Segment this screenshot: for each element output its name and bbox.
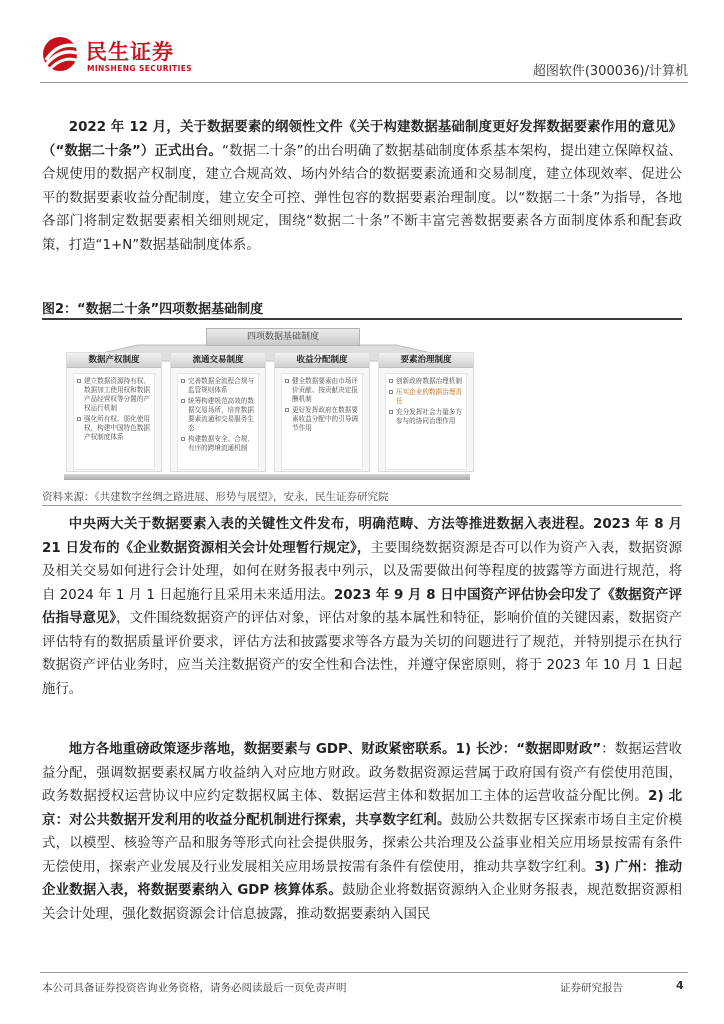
bullet-icon bbox=[389, 410, 393, 414]
paragraph-body: ，文件围绕数据资产的评估对象，评估对象的基本属性和特征，影响价值的关键因素，数据资产评估特有的数据质量评价要求，评估方法和披露要求等各方最为关切的问题进行了规范，并特别提示在执行数据资产评估业务时，应当关注数据资产的安全性和合法性，并遵守保密原则，将于 2023 年 10 月 1 日起施行。 bbox=[42, 611, 682, 697]
bullet-icon bbox=[285, 379, 289, 383]
report-title: 超图软件(300036)/计算机 bbox=[532, 64, 688, 79]
column-body bbox=[73, 373, 155, 470]
paragraph-emphasis: 2023 年 9 月 8 日中国资产评估协会印发了《数据资产评估指导意见》 bbox=[42, 587, 683, 626]
footer-divider bbox=[40, 972, 688, 973]
bullet-icon bbox=[389, 390, 393, 394]
bullet-icon bbox=[77, 417, 81, 421]
column-income-distribution bbox=[274, 352, 370, 472]
bullet-icon bbox=[181, 399, 185, 403]
column-item: 统筹构建规范高效的数据交易场所，培育数据要素流通和交易服务生态 bbox=[181, 397, 255, 433]
logo-text-en: MINSHENG SECURITIES bbox=[87, 64, 193, 73]
footer-disclaimer: 本公司具备证券投资咨询业务资格，请务必阅读最后一页免责声明 bbox=[42, 982, 347, 994]
paragraph-lead: 中央两大关于数据要素入表的关键性文件发布，明确范畴、方法等推进数据入表进程。2023 年 8 月 21 日发布的《企业数据资源相关会计处理暂行规定》， bbox=[42, 517, 682, 556]
column-head: 流通交易制度 bbox=[171, 353, 265, 368]
column-item: 充分发挥社会力量多方参与的协同治理作用 bbox=[389, 408, 463, 426]
paragraph-body: ：数据运营收益分配，强调数据要素权属方收益纳入对应地方财政。政务数据资源运营属于政府国有资产有偿使用范围，政务数据授权运营协议中应约定数据权属主体、数据运营主体和数据加工主体的运营收益分配比例。 bbox=[42, 742, 683, 804]
company-logo bbox=[40, 34, 200, 78]
column-body bbox=[281, 373, 363, 470]
paragraph-body: “数据二十条”的出台明确了数据基础制度体系基本架构，提出建立保障权益、合规使用的数据产权制度，建立合规高效、场内外结合的数据要素流通和交易制度，建立体现效率、促进公平的数据要素收益分配制度，建立安全可控、弹性包容的数据要素治理制度。以“数据二十条”为指导，各地各部门将制定数据要素相关细则规定，围绕“数据二十条”不断丰富完善数据要素各方面制度体系和配套政策，打造“1+N”数据基础制度体系。 bbox=[42, 143, 682, 253]
figure-four-systems bbox=[56, 326, 478, 484]
figure-top-rule bbox=[42, 318, 682, 320]
column-item: 强化所有权、弱化使用权，构建中国特色数据产权制度体系 bbox=[77, 415, 151, 442]
paragraph-central-files bbox=[42, 513, 682, 701]
column-item: 压实企业的数据治理责任 bbox=[389, 388, 463, 406]
figure-title: 图2：“数据二十条”四项数据基础制度 bbox=[42, 302, 264, 317]
column-factor-governance bbox=[378, 352, 474, 472]
page-number: 4 bbox=[676, 979, 684, 992]
bullet-icon bbox=[389, 379, 393, 383]
paragraph-body: 主要围绕数据资源是否可以作为资产入表，数据资源及相关交易如何进行会计处理，如何在财务报表中列示，以及需要做出何等程度的披露等方面进行规范，将自 2024 年 1 月 1 日起施行且采用未来适用法。 bbox=[42, 540, 682, 603]
paragraph-body: 鼓励企业将数据资源纳入企业财务报表，规范数据资源相关会计处理，强化数据资源会计信息披露，推动数据要素纳入国民 bbox=[42, 883, 683, 922]
figure-source: 资料来源：《共建数字丝绸之路进展、形势与展望》，安永，民生证券研究院 bbox=[42, 491, 389, 503]
paragraph-emphasis: 3) 广州：推动企业数据入表，将数据要素纳入 GDP 核算体系。 bbox=[42, 859, 682, 898]
column-item: 更好发挥政府在数据要素收益分配中的引导调节作用 bbox=[285, 406, 359, 433]
bullet-icon bbox=[285, 408, 289, 412]
figure-bottom-rule bbox=[42, 505, 682, 506]
column-item: 构建数据安全、合规、有序的跨境流通机制 bbox=[181, 435, 255, 453]
column-body bbox=[385, 373, 467, 470]
bullet-icon bbox=[181, 379, 185, 383]
header-divider bbox=[40, 82, 688, 83]
column-head: 要素治理制度 bbox=[379, 353, 473, 368]
column-item: 健全数据要素由市场评价贡献、按贡献决定报酬机制 bbox=[285, 377, 359, 404]
paragraph-body: 鼓励公共数据专区探索市场自主定价模式，以模型、核验等产品和服务等形式向社会提供服务，探索公共治理及公益事业相关应用场景按需有条件无偿使用，探索产业发展及行业发展相关应用场景按需有条件有偿使用，推动共享数字红利。 bbox=[42, 812, 682, 875]
column-item: 创新政府数据治理机制 bbox=[389, 377, 463, 386]
page-header bbox=[40, 34, 688, 80]
column-data-property bbox=[66, 352, 162, 472]
bullet-icon bbox=[181, 437, 185, 441]
figure-base bbox=[64, 474, 470, 480]
paragraph-lead: 地方各地重磅政策逐步落地，数据要素与 GDP、财政紧密联系。1) 长沙：“数据即财政” bbox=[68, 742, 602, 757]
paragraph-lead: 2022 年 12 月，关于数据要素的纲领性文件《关于构建数据基础制度更好发挥数据要素作用的意见》（“数据二十条”）正式出台。 bbox=[42, 120, 682, 159]
column-circulation-trade bbox=[170, 352, 266, 472]
paragraph-data-twenty bbox=[42, 116, 682, 257]
column-item: 建立数据资源持有权、数据加工使用权和数据产品经营权等分置的产权运行机制 bbox=[77, 377, 151, 413]
column-head: 收益分配制度 bbox=[275, 353, 369, 368]
paragraph-local-policies bbox=[42, 738, 682, 926]
column-body bbox=[177, 373, 259, 470]
column-item: 完善数据全流程合规与监管规则体系 bbox=[181, 377, 255, 395]
bullet-icon bbox=[77, 379, 81, 383]
logo-text-cn: 民生证券 bbox=[86, 40, 174, 64]
paragraph-emphasis: 2) 北京：对公共数据开发利用的收益分配机制进行探索，共享数字红利。 bbox=[42, 789, 682, 828]
footer-label: 证券研究报告 bbox=[560, 982, 623, 994]
minsheng-logo-icon bbox=[40, 36, 80, 72]
column-head: 数据产权制度 bbox=[67, 353, 161, 368]
figure-banner: 四项数据基础制度 bbox=[206, 328, 360, 346]
